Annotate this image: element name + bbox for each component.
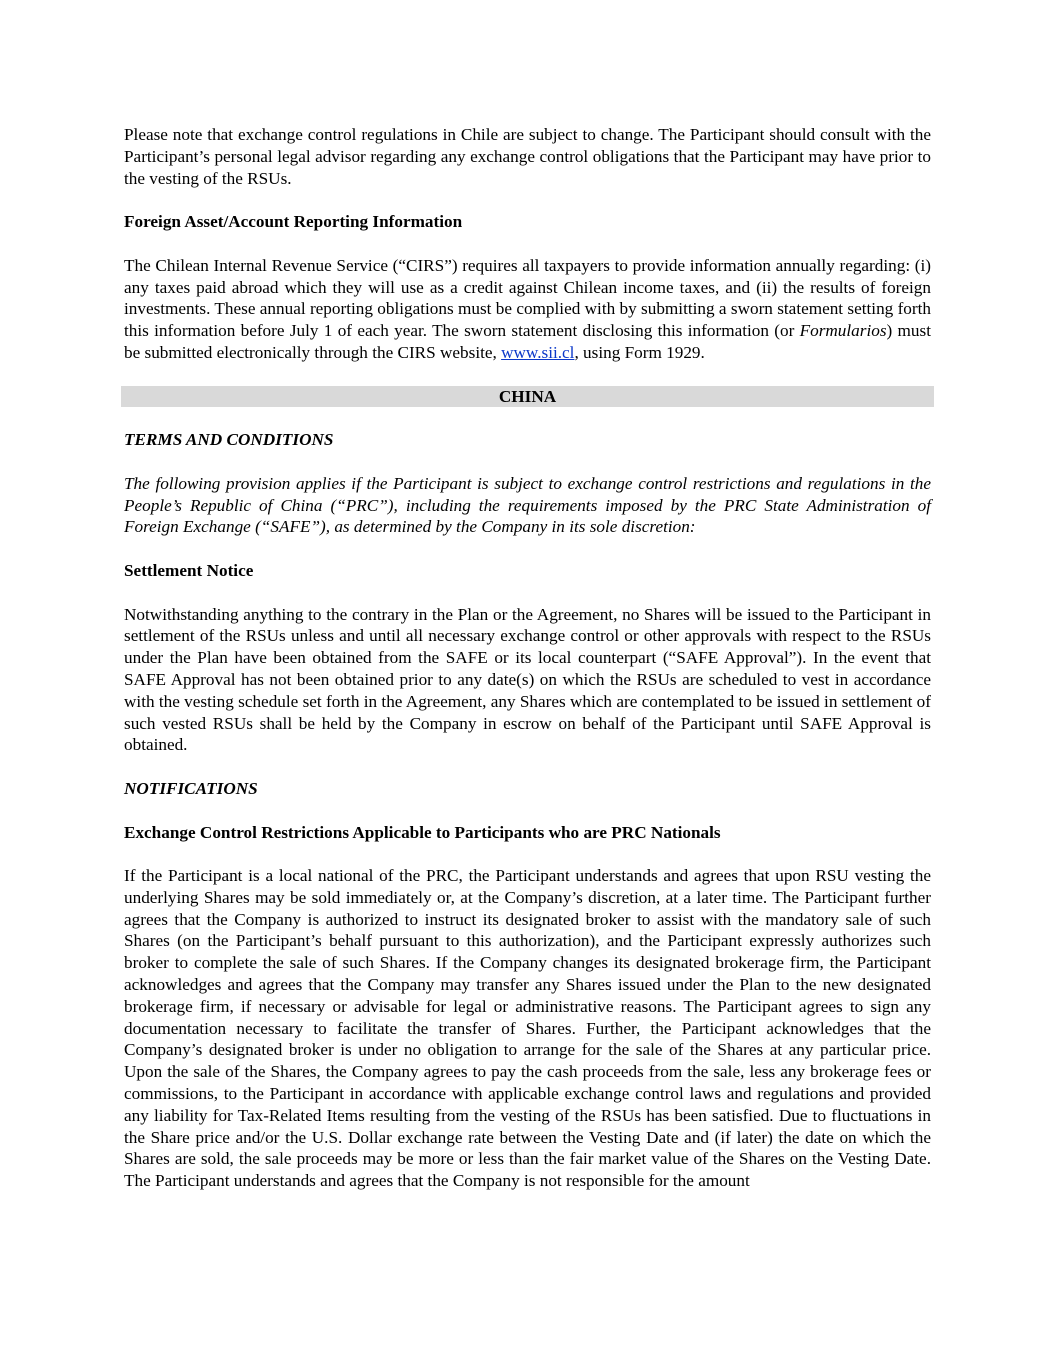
cirs-text-2: ) must be submitted electronically through the CIRS website, xyxy=(124,321,931,362)
cirs-text-1: The Chilean Internal Revenue Service (“CIRS”) requires all taxpayers to provide information annually regarding: (i) any taxes paid abroad which they will use as a credit against Chilean income taxes, and (ii) the results of foreign investments. These annual reporting obligations must be complied with by submitting a sworn statement setting forth this information before July 1 of each year. The sworn statement disclosing this information (or xyxy=(124,255,931,341)
cirs-text-3: , using Form 1929. xyxy=(574,342,705,362)
foreign-asset-heading: Foreign Asset/Account Reporting Information xyxy=(124,212,463,232)
terms-intro-paragraph: The following provision applies if the Participant is subject to exchange control restrictions and regulations in the People’s Republic of China (“PRC”), including the requirements imposed by the PRC State Administration of Foreign Exchange (“SAFE”), as determined by the Company in its sole discretion: xyxy=(124,473,931,537)
notifications-heading: NOTIFICATIONS xyxy=(124,778,258,798)
settlement-notice-heading: Settlement Notice xyxy=(124,560,254,580)
formularios-term: Formularios xyxy=(799,321,887,341)
exchange-control-paragraph: If the Participant is a local national of the PRC, the Participant understands and agrees that upon RSU vesting the underlying Shares may be sold immediately or, at the Company’s discretion, at a later time. The Participant further agrees that the Company is authorized to instruct its designated broker to assist with the mandatory sale of such Shares (on the Participant’s behalf pursuant to this authorization), and the Participant expressly authorizes such broker to complete the sale of such Shares. If the Company changes its designated brokerage firm, the Participant acknowledges and agrees that the Company may transfer any Shares issued under the Plan to the new designated brokerage firm, if necessary or advisable for legal or administrative reasons. The Participant agrees to sign any documentation necessary to facilitate the transfer of Shares. Further, the Participant acknowledges that the Company’s designated broker is under no obligation to arrange for the sale of the Shares at any particular price. Upon the sale of the Shares, the Company agrees to pay the cash proceeds from the sale, less any brokerage fees or commissions, to the Participant in accordance with applicable exchange control laws and regulations and provided any liability for Tax-Related Items resulting from the vesting of the RSUs has been satisfied. Due to fluctuations in the Share price and/or the U.S. Dollar exchange rate between the Vesting Date and (if later) the date on which the Shares are sold, the sale proceeds may be more or less than the fair market value of the Shares on the Vesting Date. The Participant understands and agrees that the Company is not responsible for the amount xyxy=(124,866,931,1191)
exchange-control-heading: Exchange Control Restrictions Applicable to Participants who are PRC Nationals xyxy=(124,822,721,842)
chile-exchange-note-paragraph: Please note that exchange control regulations in Chile are subject to change. The Participant should consult with the Participant’s personal legal advisor regarding any exchange control obligations that the Participant may have prior to the vesting of the RSUs. xyxy=(124,125,931,188)
china-section-banner: CHINA xyxy=(121,386,934,408)
sii-website-link[interactable]: www.sii.cl xyxy=(501,342,575,362)
cirs-paragraph xyxy=(124,255,931,364)
settlement-notice-paragraph: Notwithstanding anything to the contrary in the Plan or the Agreement, no Shares will be issued to the Participant in settlement of the RSUs unless and until all necessary exchange control or other approvals with respect to the RSUs under the Plan have been obtained from the SAFE or its local counterpart (“SAFE Approval”). In the event that SAFE Approval has not been obtained prior to any date(s) on which the RSUs are scheduled to vest in accordance with the vesting schedule set forth in the Agreement, any Shares which are contemplated to be issued in settlement of such vested RSUs shall be held by the Company in escrow on behalf of the Participant until SAFE Approval is obtained. xyxy=(124,604,931,755)
document-page xyxy=(124,124,931,1192)
terms-conditions-heading: TERMS AND CONDITIONS xyxy=(124,430,334,450)
